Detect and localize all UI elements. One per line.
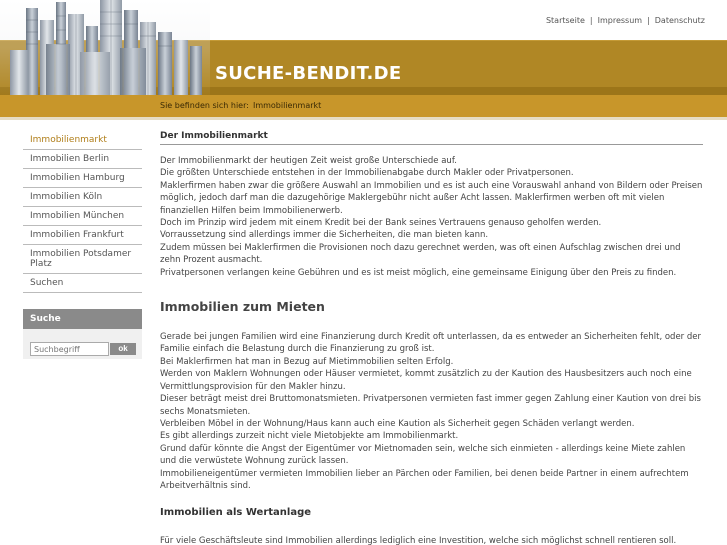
text-line: Immobilieneigentümer vermieten Immobilien lieber an Pärchen oder Familien, bei denen beide Partner in einem aufrechtem Arbeitverhältnis sind. [160, 468, 689, 491]
section-text-mieten [160, 331, 703, 492]
text-line: Gerade bei jungen Familien wird eine Finanzierung durch Kredit oft unterlassen, da es entweder an Sicherheiten fehlt, oder der Familie einfach die Belastung durch die Finanzierung zu groß ist. [160, 332, 701, 355]
top-link-separator: | [647, 16, 650, 25]
text-line: Für viele Geschäftsleute sind Immobilien allerdings lediglich eine Investition, welche sich möglichst schnell rentieren soll. [160, 536, 677, 545]
link-datenschutz[interactable]: Datenschutz [654, 16, 705, 25]
sidebar-nav [23, 131, 142, 293]
text-line: Verbleiben Möbel in der Wohnung/Haus kann auch eine Kaution als Sicherheit gegen Schäden verlangt werden. [160, 418, 635, 429]
text-line: Privatpersonen verlangen keine Gebühren und es ist meist möglich, eine gemeinsame Einigung über den Preis zu finden. [160, 267, 677, 278]
link-startseite[interactable]: Startseite [545, 16, 585, 25]
text-line: Die größten Unterschiede entstehen in der Immobilienabgabe durch Makler oder Privatpersonen. [160, 168, 574, 179]
sidebar-item-suchen[interactable]: Suchen [23, 274, 142, 293]
sidebar-item-hamburg[interactable]: Immobilien Hamburg [23, 169, 142, 188]
page-title: Der Immobilienmarkt [160, 131, 703, 145]
city-skyline-logo [0, 0, 210, 96]
sidebar-item-koeln[interactable]: Immobilien Köln [23, 188, 142, 207]
sidebar-item-potsdamer-platz[interactable]: Immobilien Potsdamer Platz [23, 245, 142, 274]
text-line: Werden von Maklern Wohnungen oder Häuser vermietet, kommt zusätzlich zu der Kaution des Hausbesitzers auch noch eine Vermittlungsprovision für den Makler hinzu. [160, 369, 692, 392]
sidebar-item-muenchen[interactable]: Immobilien München [23, 207, 142, 226]
text-line: Doch im Prinzip wird jedem mit einem Kredit bei der Bank seines Vertrauens genauso geholfen werden. [160, 218, 602, 229]
top-link-separator: | [589, 16, 593, 25]
text-line: Es gibt allerdings zurzeit nicht viele Mietobjekte am Immobilienmarkt. [160, 431, 459, 442]
breadcrumb-current[interactable]: Immobilienmarkt [252, 101, 322, 110]
text-line: Grund dafür könnte die Angst der Eigentümer vor Mietnomaden sein, welche sich einmieten - allerdings keine Miete zahlen und die verwüstete Wohnung zurück lassen. [160, 443, 686, 467]
section-heading-wertanlage: Immobilien als Wertanlage [160, 507, 312, 519]
sidebar-item-frankfurt[interactable]: Immobilien Frankfurt [23, 226, 142, 245]
sidebar-item-immobilienmarkt[interactable]: Immobilienmarkt [23, 131, 142, 150]
text-line: Maklerfirmen haben zwar die größere Auswahl an Immobilien und es ist auch eine Vorauswahl anhand von Bildern oder Preisen möglich, jedoch darf man die dazugehörige Maklergebühr nicht außer Acht lassen. Maklerfirmen werben oft mit vielen finanziellen Hilfen beim Immobilienerwerb. [160, 180, 703, 216]
breadcrumb-underline [0, 117, 727, 120]
skyline-graphic [0, 0, 210, 96]
site-title[interactable]: SUCHE-BENDIT.DE [215, 63, 402, 84]
text-line: Bei Maklerfirmen hat man in Bezug auf Mietimmobilien selten Erfolg. [160, 356, 454, 367]
link-impressum[interactable]: Impressum [597, 16, 643, 25]
main-content [160, 131, 703, 545]
text-line: Dieser beträgt meist drei Bruttomonatsmieten. Privatpersonen vermieten fast immer gegen Zahlung einer Kaution von drei bis sechs Monatsmieten. [160, 394, 701, 417]
sidebar-item-berlin[interactable]: Immobilien Berlin [23, 150, 142, 169]
section-heading-mieten: Immobilien zum Mieten [160, 299, 325, 315]
text-line: Der Immobilienmarkt der heutigen Zeit weist große Unterschiede auf. [160, 156, 457, 166]
section-text-wertanlage [160, 535, 703, 545]
text-line: Zudem müssen bei Maklerfirmen die Provisionen noch dazu gerechnet werden, was oft einen Aufschlag zwischen drei und zehn Prozent ausmacht. [160, 242, 681, 266]
intro-text [160, 155, 703, 279]
search-input[interactable] [30, 342, 109, 356]
top-links [546, 16, 705, 25]
breadcrumb-prefix: Sie befinden sich hier: [160, 101, 249, 110]
search-ok-button[interactable]: ok [110, 343, 136, 355]
search-heading: Suche [23, 309, 142, 329]
breadcrumb [160, 101, 325, 110]
breadcrumb-bar [0, 95, 727, 117]
text-line: Vorraussetzung sind allerdings immer die Sicherheiten, die man bieten kann. [160, 230, 489, 241]
